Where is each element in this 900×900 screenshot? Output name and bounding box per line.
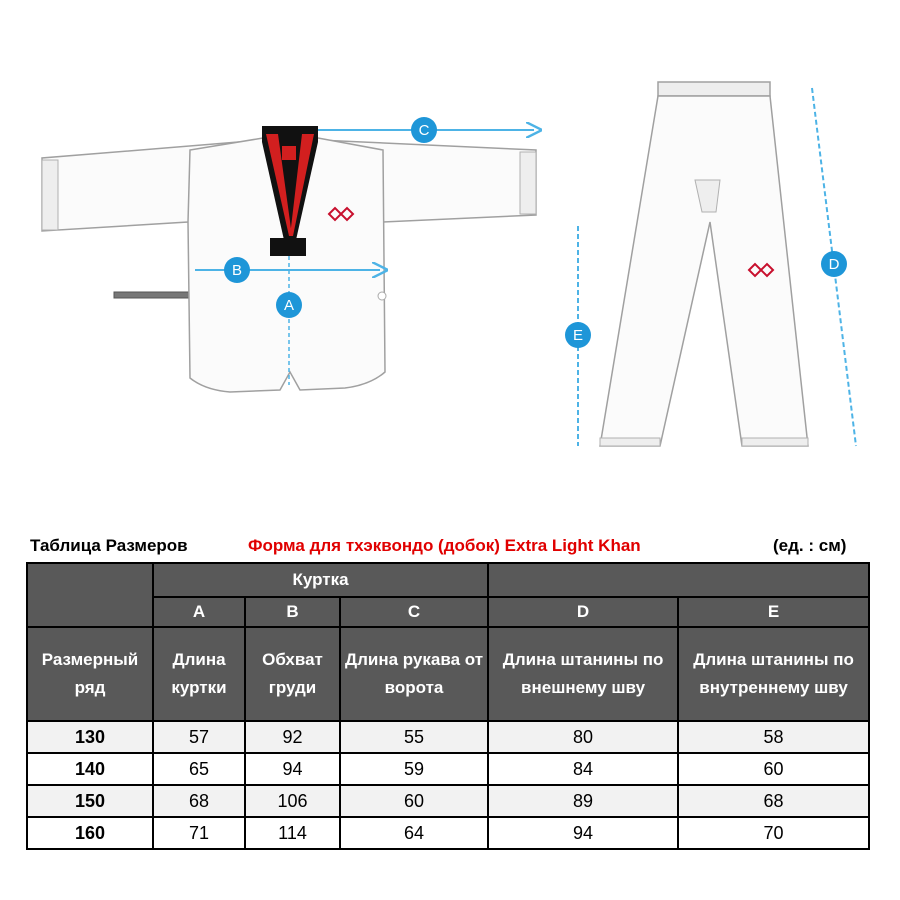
- table-title-row: [0, 536, 900, 560]
- pants-right-hem: [742, 438, 808, 446]
- jacket-collar-label: [282, 146, 296, 160]
- marker-e: [565, 322, 591, 348]
- marker-b-label: B: [231, 262, 243, 279]
- table-title: Таблица Размеров: [30, 536, 188, 555]
- value-cell: 89: [488, 785, 678, 817]
- size-column-header: Размерный ряд: [27, 627, 153, 721]
- value-cell: 68: [153, 785, 245, 817]
- pants-left-hem: [600, 438, 660, 446]
- marker-d: [821, 251, 847, 277]
- value-cell: 68: [678, 785, 869, 817]
- value-cell: 114: [245, 817, 340, 849]
- unit-label: (ед. : см): [773, 536, 847, 555]
- value-cell: 71: [153, 817, 245, 849]
- size-cell: 160: [27, 817, 153, 849]
- value-cell: 60: [678, 753, 869, 785]
- pants-drawing: [578, 82, 856, 446]
- pants-waistband: [658, 82, 770, 96]
- marker-a-label: A: [283, 297, 295, 314]
- jacket-left-cuff: [42, 160, 58, 230]
- letter-a: A: [153, 597, 245, 627]
- value-cell: 65: [153, 753, 245, 785]
- value-cell: 94: [488, 817, 678, 849]
- table-row: [27, 753, 869, 785]
- marker-b: [224, 257, 250, 283]
- size-table: [26, 562, 870, 850]
- jacket-right-cuff: [520, 152, 536, 214]
- column-header-b: Обхват груди: [245, 627, 340, 721]
- value-cell: 57: [153, 721, 245, 753]
- product-title: Форма для тхэквондо (добок) Extra Light Khan: [248, 536, 641, 555]
- marker-e-label: E: [572, 327, 584, 344]
- jacket-drawing: [42, 126, 536, 392]
- table-row: [27, 817, 869, 849]
- jacket-side-button: [378, 292, 386, 300]
- belt-tie: [114, 292, 194, 298]
- letter-d: D: [488, 597, 678, 627]
- marker-c: [411, 117, 437, 143]
- column-header-a: Длина куртки: [153, 627, 245, 721]
- value-cell: 84: [488, 753, 678, 785]
- size-cell: 150: [27, 785, 153, 817]
- value-cell: 106: [245, 785, 340, 817]
- value-cell: 70: [678, 817, 869, 849]
- group-pants-header: [488, 563, 869, 597]
- marker-c-label: C: [418, 122, 430, 139]
- table-row: [27, 721, 869, 753]
- value-cell: 64: [340, 817, 488, 849]
- value-cell: 60: [340, 785, 488, 817]
- letter-b: B: [245, 597, 340, 627]
- value-cell: 55: [340, 721, 488, 753]
- marker-a: [276, 292, 302, 318]
- group-jacket-header: Куртка: [153, 563, 488, 597]
- value-cell: 92: [245, 721, 340, 753]
- letter-e: E: [678, 597, 869, 627]
- value-cell: 80: [488, 721, 678, 753]
- size-cell: 140: [27, 753, 153, 785]
- value-cell: 58: [678, 721, 869, 753]
- jacket-collar-bottom: [270, 238, 306, 256]
- marker-d-label: D: [828, 256, 840, 273]
- value-cell: 94: [245, 753, 340, 785]
- pants-body: [600, 96, 808, 446]
- column-header-e: Длина штанины по внутреннему шву: [678, 627, 869, 721]
- column-header-d: Длина штанины по внешнему шву: [488, 627, 678, 721]
- letter-c: C: [340, 597, 488, 627]
- column-header-c: Длина рукава от ворота: [340, 627, 488, 721]
- size-header-blank: [27, 563, 153, 627]
- size-cell: 130: [27, 721, 153, 753]
- table-row: [27, 785, 869, 817]
- value-cell: 59: [340, 753, 488, 785]
